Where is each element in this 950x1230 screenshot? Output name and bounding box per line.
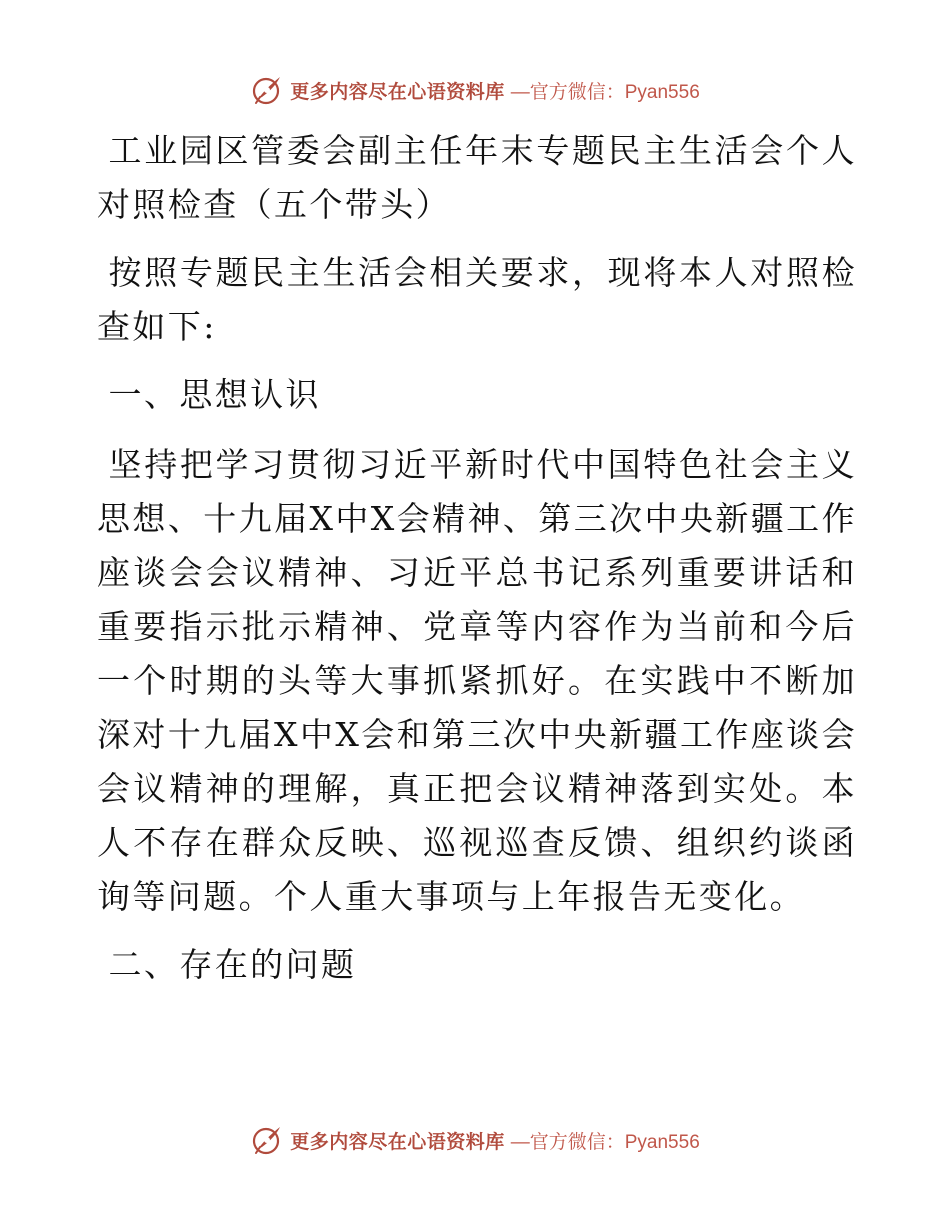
watermark-brand: 更多内容尽在心语资料库 — [290, 80, 505, 103]
document-title: 工业园区管委会副主任年末专题民主生活会个人对照检查（五个带头） — [97, 131, 857, 224]
watermark-footer — [0, 1120, 950, 1160]
quill-pen-circle-icon — [250, 1123, 284, 1157]
quill-pen-circle-icon — [250, 73, 284, 107]
watermark-brand: 更多内容尽在心语资料库 — [290, 1130, 505, 1153]
document-body — [97, 124, 857, 1008]
watermark-header — [0, 70, 950, 110]
watermark-contact: —官方微信：Pyan556 — [510, 1131, 700, 1153]
section-heading-2: 二、存在的问题 — [108, 945, 357, 984]
section-heading-1: 一、思想认识 — [108, 375, 321, 414]
intro-paragraph: 按照专题民主生活会相关要求，现将本人对照检查如下: — [97, 253, 857, 346]
watermark-contact: —官方微信：Pyan556 — [510, 81, 700, 103]
section-body-1: 坚持把学习贯彻习近平新时代中国特色社会主义思想、十九届X中X会精神、第三次中央新疆工作座谈会会议精神、习近平总书记系列重要讲话和重要指示批示精神、党章等内容作为当前和今后一个时期的头等大事抓紧抓好。在实践中不断加深对十九届X中X会和第三次中央新疆工作座谈会会议精神的理解，真正把会议精神落到实处。本人不存在群众反映、巡视巡查反馈、组织约谈函询等问题。个人重大事项与上年报告无变化。 — [97, 445, 857, 916]
